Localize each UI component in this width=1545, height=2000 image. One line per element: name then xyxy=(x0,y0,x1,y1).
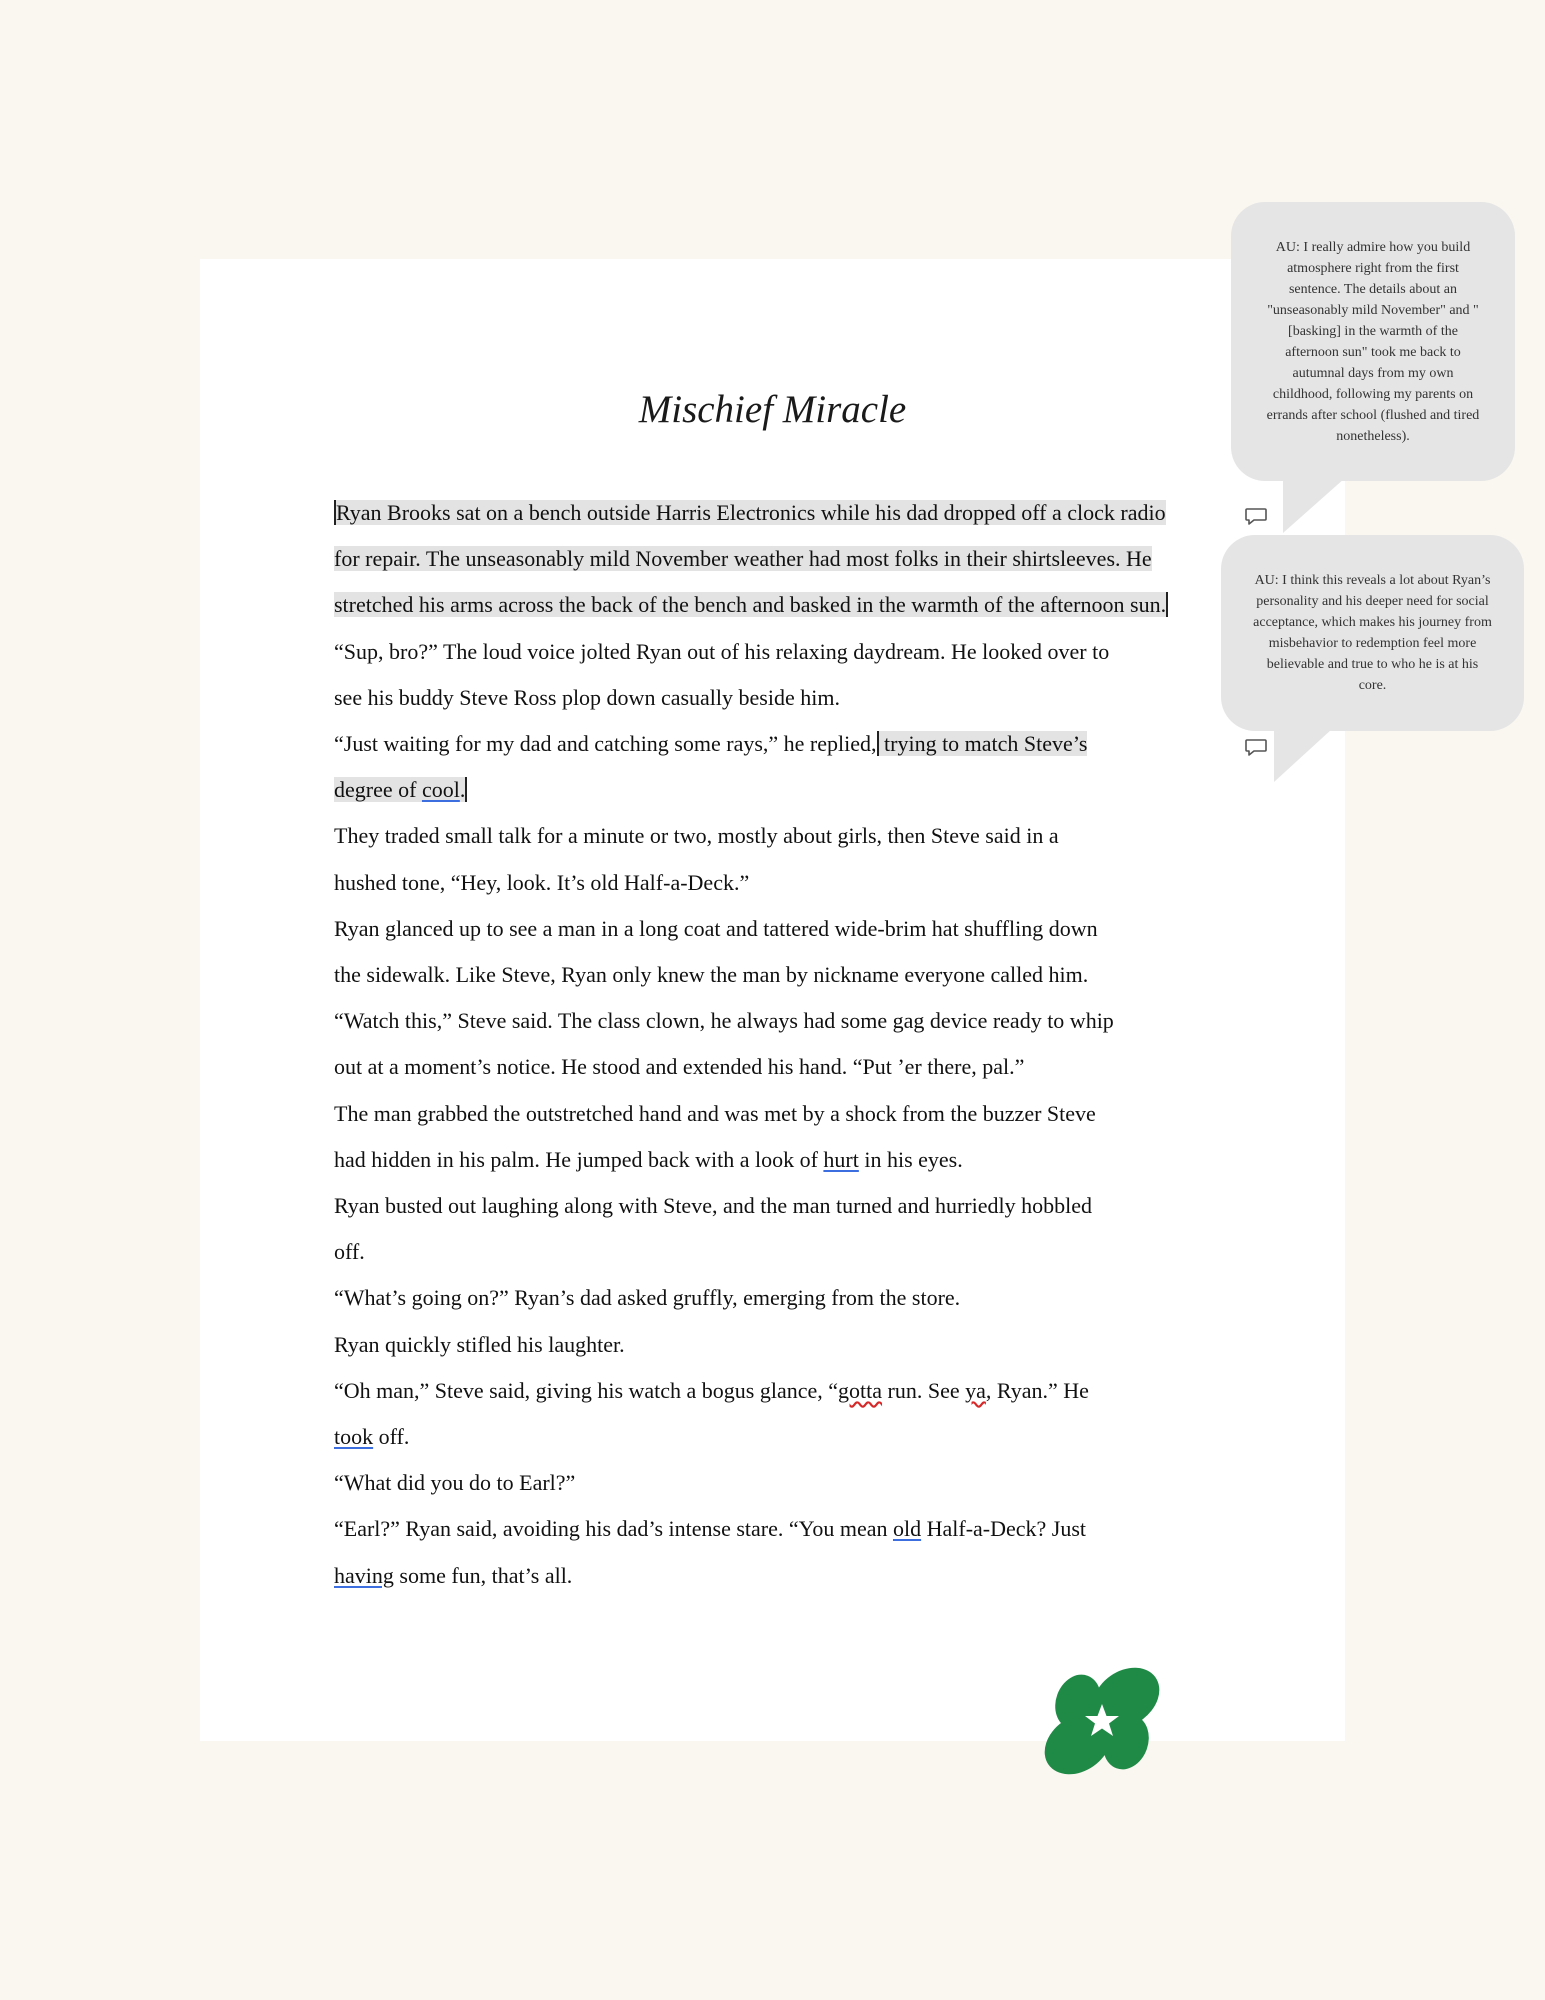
text-line: Ryan busted out laughing along with Steve, and the man turned and hurriedly hobbled xyxy=(334,1193,1092,1218)
text-line: stretched his arms across the back of the bench and basked in the warmth of the afternoon sun. xyxy=(334,592,1167,617)
text-line: “Sup, bro?” The loud voice jolted Ryan out of his relaxing daydream. He looked over to xyxy=(334,639,1110,664)
grammar-suggestion[interactable]: cool xyxy=(421,777,460,802)
text-line: Ryan quickly stifled his laughter. xyxy=(334,1332,625,1357)
grammar-suggestion[interactable]: having xyxy=(334,1563,394,1588)
text-line: Ryan glanced up to see a man in a long coat and tattered wide-brim hat shuffling down xyxy=(334,916,1098,941)
text-line: “Earl?” Ryan said, avoiding his dad’s intense stare. “You mean old Half-a-Deck? Just xyxy=(334,1516,1087,1541)
comment-icon[interactable] xyxy=(1244,506,1268,528)
text-line: “What’s going on?” Ryan’s dad asked gruffly, emerging from the store. xyxy=(334,1285,961,1310)
text-line: off. xyxy=(334,1239,365,1264)
comment-bubble[interactable] xyxy=(1231,202,1515,481)
text-line: “Just waiting for my dad and catching some rays,” he replied, trying to match Steve’s xyxy=(334,731,1088,756)
comment-bubble[interactable] xyxy=(1221,535,1524,731)
text-line: having some fun, that’s all. xyxy=(334,1563,573,1588)
text-line: the sidewalk. Like Steve, Ryan only knew the man by nickname everyone called him. xyxy=(334,962,1089,987)
spelling-error[interactable]: gotta xyxy=(838,1378,883,1403)
text-line: took off. xyxy=(334,1424,410,1449)
comment-bubble-tail xyxy=(1283,478,1345,533)
text-line: They traded small talk for a minute or two, mostly about girls, then Steve said in a xyxy=(334,823,1059,848)
grammar-suggestion[interactable]: took xyxy=(334,1424,374,1449)
grammar-suggestion[interactable]: hurt xyxy=(823,1147,859,1172)
grammar-suggestion[interactable]: old xyxy=(892,1516,922,1541)
comment-icon[interactable] xyxy=(1244,737,1268,759)
text-line: “Watch this,” Steve said. The class clown, he always had some gag device ready to whip xyxy=(334,1008,1114,1033)
text-line: Ryan Brooks sat on a bench outside Harris Electronics while his dad dropped off a clock radio xyxy=(336,500,1166,525)
text-line: see his buddy Steve Ross plop down casually beside him. xyxy=(334,685,840,710)
text-line: degree of cool. xyxy=(334,777,466,802)
document-title: Mischief Miracle xyxy=(638,388,907,431)
text-line: “Oh man,” Steve said, giving his watch a bogus glance, “gotta run. See ya, Ryan.” He xyxy=(334,1378,1089,1403)
comment-text: AU: I really admire how you build atmosphere right from the first sentence. The details about an "unseasonably mild November" and "[basking] in the warmth of the afternoon sun" took me back to autumnal days from my own childhood, following my parents on errands after school (flushed and tired nonetheless). xyxy=(1266,239,1480,444)
text-line: hushed tone, “Hey, look. It’s old Half-a-Deck.” xyxy=(334,870,750,895)
text-line: “What did you do to Earl?” xyxy=(334,1470,576,1495)
comment-text: AU: I think this reveals a lot about Ryan’s personality and his deeper need for social acceptance, which makes his journey from misbehavior to redemption feel more believable and true to who he is at his core. xyxy=(1253,573,1492,693)
spelling-error[interactable]: ya xyxy=(965,1378,986,1403)
comment-bubble-tail xyxy=(1274,729,1332,782)
text-line: for repair. The unseasonably mild November weather had most folks in their shirtsleeves. He xyxy=(334,546,1152,571)
text-line: out at a moment’s notice. He stood and extended his hand. “Put ’er there, pal.” xyxy=(334,1054,1025,1079)
text-line: The man grabbed the outstretched hand and was met by a shock from the buzzer Steve xyxy=(334,1101,1096,1126)
text-line: had hidden in his palm. He jumped back with a look of hurt in his eyes. xyxy=(334,1147,963,1172)
clover-logo-icon xyxy=(1038,1666,1166,1776)
